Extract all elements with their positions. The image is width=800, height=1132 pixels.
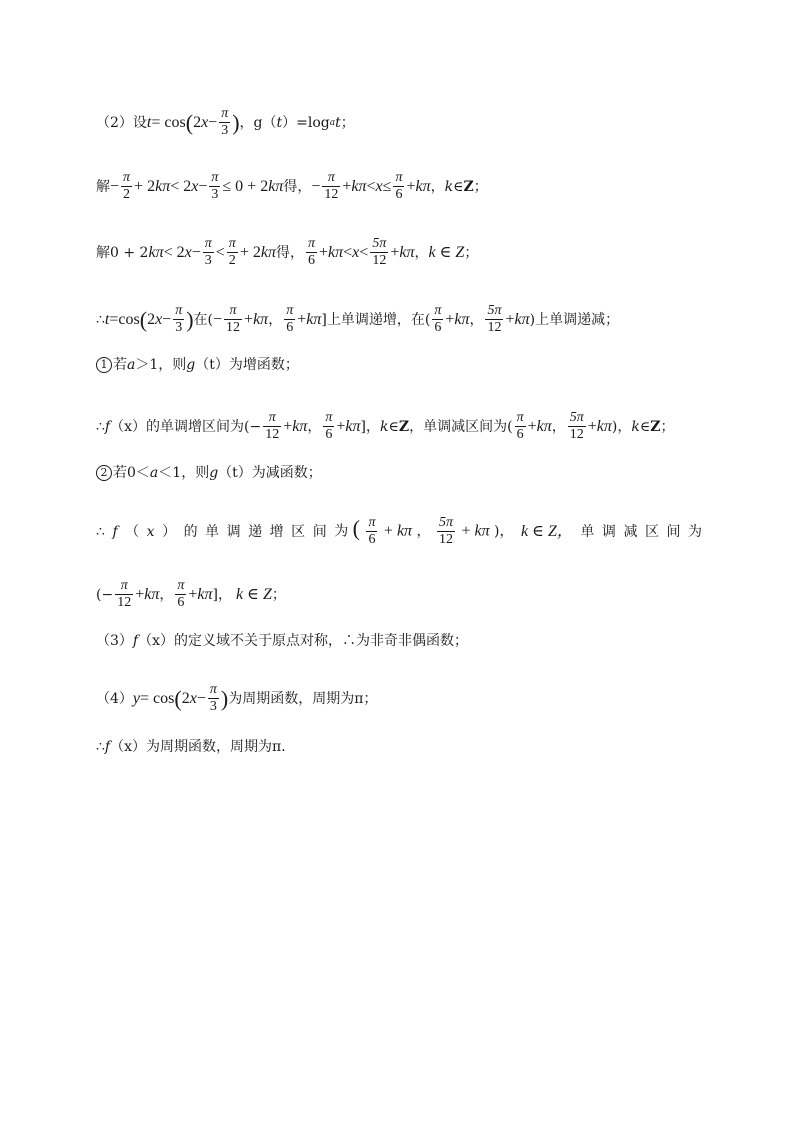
fraction bbox=[323, 410, 334, 443]
text: （x）的单调增区间为(− bbox=[110, 418, 262, 435]
math-var: k bbox=[415, 177, 423, 195]
line-period-y bbox=[96, 682, 377, 715]
fraction bbox=[322, 170, 340, 203]
text: ]， bbox=[360, 418, 380, 435]
text: （4） bbox=[96, 690, 133, 707]
numerator: π bbox=[368, 515, 376, 530]
math-var: k bbox=[380, 418, 389, 435]
math-var: f bbox=[104, 418, 111, 435]
math-var: t bbox=[276, 114, 283, 131]
math-var: x bbox=[201, 113, 209, 131]
math-op: − bbox=[196, 689, 206, 707]
numerator: π bbox=[327, 170, 335, 185]
math-var: a bbox=[127, 357, 136, 373]
text: ＜1，则 bbox=[158, 465, 210, 481]
math-op: < 2 bbox=[163, 243, 185, 261]
math-var: f bbox=[104, 739, 111, 755]
math-var: g bbox=[186, 357, 196, 373]
fraction bbox=[219, 106, 230, 139]
text: (− bbox=[96, 586, 114, 603]
fraction bbox=[227, 236, 238, 269]
fraction bbox=[515, 410, 526, 443]
math-op: + 2 bbox=[134, 177, 156, 195]
math-var: kπ bbox=[306, 310, 322, 328]
paren: ( bbox=[139, 306, 148, 332]
math-op: − bbox=[213, 310, 223, 328]
text: ， bbox=[268, 311, 283, 328]
math-op: − bbox=[110, 177, 120, 195]
subscript: a bbox=[329, 117, 336, 128]
math-var: k bbox=[268, 177, 276, 195]
math-var: x bbox=[155, 310, 163, 328]
denominator: 6 bbox=[395, 187, 403, 202]
math-num: 2 bbox=[181, 689, 190, 707]
text: ）=log bbox=[282, 114, 330, 131]
text: （t）为增函数； bbox=[195, 357, 299, 373]
denominator: 12 bbox=[438, 532, 453, 547]
denominator: 6 bbox=[325, 427, 333, 442]
text: 增 bbox=[269, 523, 284, 540]
math-num: 2 bbox=[147, 310, 156, 328]
numerator: π bbox=[177, 578, 185, 593]
therefore-symbol: ∴ bbox=[96, 311, 105, 328]
text: （t）为减函数； bbox=[218, 465, 322, 481]
text: （2）设 bbox=[96, 114, 147, 131]
math-var: f bbox=[112, 523, 118, 540]
text: ） bbox=[162, 523, 177, 540]
text: 区 bbox=[291, 523, 306, 540]
denominator: 3 bbox=[209, 699, 217, 714]
denominator: 6 bbox=[177, 595, 185, 610]
denominator: 6 bbox=[368, 532, 376, 547]
text: )上单调递减； bbox=[529, 311, 620, 328]
numerator: 5π bbox=[569, 410, 584, 425]
fraction bbox=[121, 170, 132, 203]
text: （x）为周期函数，周期为π． bbox=[110, 739, 296, 755]
text: （3） bbox=[96, 633, 133, 649]
numerator: π bbox=[229, 303, 237, 318]
math-var: kπ bbox=[345, 417, 361, 435]
numerator: π bbox=[395, 170, 403, 185]
fraction bbox=[175, 578, 186, 611]
numerator: 5π bbox=[438, 515, 453, 530]
text: ， bbox=[159, 586, 174, 603]
math-var: t bbox=[104, 310, 110, 328]
math-var: x bbox=[352, 243, 360, 261]
fraction bbox=[306, 236, 317, 269]
math-var: kπ bbox=[292, 417, 308, 435]
text: ＞1，则 bbox=[135, 357, 187, 373]
numerator: π bbox=[286, 303, 294, 318]
math-op: + bbox=[283, 417, 293, 435]
integers-symbol: Z bbox=[398, 418, 410, 435]
fraction bbox=[370, 236, 388, 269]
text: 调 bbox=[226, 523, 241, 540]
text: ， bbox=[307, 418, 322, 435]
numerator: π bbox=[325, 410, 333, 425]
math-var: kπ bbox=[596, 417, 612, 435]
math-var: x bbox=[146, 523, 155, 540]
fraction bbox=[393, 170, 404, 203]
math-var: k bbox=[351, 177, 359, 195]
line-case-a-gt-1 bbox=[96, 355, 299, 375]
integers-symbol: Z bbox=[463, 178, 474, 195]
math-op: + bbox=[297, 310, 307, 328]
numerator: π bbox=[209, 682, 217, 697]
denominator: 3 bbox=[175, 320, 183, 335]
math-var: k bbox=[631, 418, 640, 435]
text: ， bbox=[416, 523, 431, 540]
math-op: − bbox=[208, 113, 218, 131]
math-op: + bbox=[445, 310, 455, 328]
numerator: π bbox=[123, 170, 131, 185]
math-op: − bbox=[311, 177, 321, 195]
math-var: x bbox=[184, 243, 192, 261]
math-op: + bbox=[188, 585, 198, 603]
math-op: = cos bbox=[151, 113, 186, 131]
denominator: 12 bbox=[226, 320, 241, 335]
math-var: a bbox=[149, 465, 159, 481]
text: )， bbox=[611, 418, 632, 435]
math-var: kπ bbox=[144, 585, 160, 603]
math-op: − bbox=[198, 177, 208, 195]
line-conclusion bbox=[96, 737, 295, 757]
denominator: 6 bbox=[434, 320, 442, 335]
math-op: < bbox=[359, 243, 369, 261]
numerator: π bbox=[434, 303, 442, 318]
denominator: 6 bbox=[516, 427, 524, 442]
math-op: ≤ bbox=[382, 177, 392, 195]
integers-symbol: Z bbox=[650, 418, 661, 435]
denominator: 3 bbox=[221, 123, 229, 138]
fraction bbox=[173, 303, 184, 336]
denominator: 2 bbox=[228, 253, 236, 268]
fraction bbox=[437, 515, 455, 548]
math-op: < bbox=[215, 243, 225, 261]
text: 单 bbox=[205, 523, 220, 540]
math-op: + 2 bbox=[239, 243, 261, 261]
text: ， bbox=[430, 178, 445, 195]
text: ， bbox=[551, 418, 566, 435]
math-var: k bbox=[328, 243, 336, 261]
math-var: x bbox=[375, 177, 383, 195]
text: 为 bbox=[334, 523, 349, 540]
text: 得， bbox=[283, 178, 312, 195]
text: ，单调减区间为( bbox=[409, 418, 513, 435]
numerator: 5π bbox=[487, 303, 502, 318]
numerator: 5π bbox=[372, 236, 387, 251]
math-var: y bbox=[132, 689, 141, 707]
math-var: kπ bbox=[253, 310, 269, 328]
math-var: π bbox=[275, 177, 284, 195]
denominator: 6 bbox=[286, 320, 294, 335]
numerator: π bbox=[307, 236, 315, 251]
text: 得， bbox=[275, 244, 304, 261]
math-op: + bbox=[587, 417, 597, 435]
line-set-t bbox=[96, 106, 355, 139]
math-op: < bbox=[366, 177, 376, 195]
denominator: 3 bbox=[204, 253, 212, 268]
fraction bbox=[366, 515, 377, 548]
math-op: = cos bbox=[140, 689, 175, 707]
denominator: 3 bbox=[211, 187, 219, 202]
line-monotonic-t bbox=[96, 303, 619, 336]
denominator: 2 bbox=[123, 187, 131, 202]
math-var: kπ bbox=[454, 310, 470, 328]
denominator: 12 bbox=[117, 595, 132, 610]
line-case-a-between-0-1 bbox=[96, 463, 322, 483]
math-var: kπ bbox=[536, 417, 552, 435]
math-op: + bbox=[383, 522, 397, 540]
text: ； bbox=[340, 114, 355, 131]
numerator: π bbox=[175, 303, 183, 318]
fraction bbox=[263, 410, 281, 443]
numerator: π bbox=[268, 410, 276, 425]
text: 在( bbox=[193, 311, 214, 328]
paren: ( bbox=[352, 515, 360, 541]
paren: ( bbox=[174, 685, 182, 711]
math-var: x bbox=[189, 689, 197, 707]
text: 若 bbox=[113, 357, 127, 373]
text: ； bbox=[473, 178, 488, 195]
text: ， bbox=[469, 311, 484, 328]
denominator: 12 bbox=[487, 320, 502, 335]
fraction bbox=[284, 303, 295, 336]
text: ]， bbox=[212, 586, 232, 603]
math-op: + bbox=[505, 310, 515, 328]
math-var: π bbox=[155, 243, 164, 261]
math-expr: k ∈ Z bbox=[428, 243, 465, 261]
therefore-symbol: ∴ bbox=[96, 739, 105, 755]
denominator: 6 bbox=[307, 253, 315, 268]
paren: ) bbox=[232, 109, 240, 135]
math-var: f bbox=[132, 633, 139, 649]
circled-number-1: 1 bbox=[96, 357, 112, 373]
math-op: − bbox=[162, 310, 172, 328]
math-expr: k ∈ Z， bbox=[521, 522, 573, 540]
numerator: π bbox=[211, 170, 219, 185]
text: ； bbox=[464, 244, 479, 261]
fraction bbox=[224, 303, 242, 336]
numerator: π bbox=[228, 236, 236, 251]
math-op: < 2 bbox=[170, 177, 192, 195]
math-op: − bbox=[191, 243, 201, 261]
math-op: + bbox=[406, 177, 416, 195]
text: 减 bbox=[623, 523, 638, 540]
numerator: π bbox=[120, 578, 128, 593]
fraction bbox=[485, 303, 503, 336]
text: 单 bbox=[580, 523, 595, 540]
math-var: kπ bbox=[474, 522, 490, 540]
numerator: π bbox=[204, 236, 212, 251]
math-var: π bbox=[267, 243, 276, 261]
line-decreasing-interval bbox=[96, 578, 286, 611]
text: 间 bbox=[312, 523, 327, 540]
fraction bbox=[209, 170, 220, 203]
text: ∈ bbox=[388, 418, 399, 435]
text: （ bbox=[125, 523, 140, 540]
fraction bbox=[208, 682, 219, 715]
text: 解0 + 2 bbox=[96, 244, 149, 261]
text: ； bbox=[271, 586, 286, 603]
math-num: 2 bbox=[193, 113, 202, 131]
denominator: 12 bbox=[569, 427, 584, 442]
interval-increasing bbox=[334, 515, 513, 548]
math-var: kπ bbox=[396, 522, 413, 540]
math-var: π bbox=[406, 243, 415, 261]
text: ； bbox=[660, 418, 675, 435]
math-var: k bbox=[148, 243, 156, 261]
paren: ) bbox=[186, 306, 194, 332]
paren: ( bbox=[185, 109, 194, 135]
math-var: k bbox=[399, 243, 407, 261]
line-intervals-case-2 bbox=[96, 515, 702, 548]
denominator: 12 bbox=[372, 253, 387, 268]
text: 的 bbox=[183, 523, 198, 540]
numerator: π bbox=[221, 106, 229, 121]
denominator: 12 bbox=[324, 187, 339, 202]
math-var: π bbox=[358, 177, 367, 195]
math-var: kπ bbox=[197, 585, 213, 603]
text: （x）的定义域不关于原点对称，∴为非奇非偶函数； bbox=[138, 633, 469, 649]
paren: ) bbox=[220, 685, 229, 711]
circled-number-2: 2 bbox=[96, 465, 112, 481]
denominator: 12 bbox=[265, 427, 280, 442]
text: 递 bbox=[248, 523, 263, 540]
math-op: ≤ 0 + 2 bbox=[222, 177, 269, 195]
text: 调 bbox=[601, 523, 616, 540]
math-var: x bbox=[191, 177, 199, 195]
text: ∴ bbox=[96, 523, 105, 540]
math-op: + bbox=[342, 177, 352, 195]
text: 间 bbox=[666, 523, 681, 540]
math-var: g bbox=[209, 465, 219, 481]
text: 区 bbox=[644, 523, 659, 540]
text: 为周期函数，周期为π； bbox=[228, 690, 378, 707]
math-op: + bbox=[461, 522, 475, 540]
text: ，g（ bbox=[239, 114, 277, 131]
math-op: + bbox=[318, 243, 329, 261]
math-op: + bbox=[336, 417, 346, 435]
text: 若0＜ bbox=[113, 465, 150, 481]
math-var: k bbox=[444, 178, 454, 195]
text: ]上单调递增，在( bbox=[321, 311, 431, 328]
text: 为 bbox=[687, 523, 702, 540]
math-op: < bbox=[343, 243, 353, 261]
text: ∈ bbox=[453, 178, 464, 195]
fraction bbox=[203, 236, 214, 269]
fraction bbox=[115, 578, 133, 611]
math-var: π bbox=[422, 177, 431, 195]
math-op: + bbox=[244, 310, 254, 328]
line-solve-decreasing bbox=[96, 236, 478, 269]
line-solve-increasing bbox=[96, 170, 488, 203]
text: )， bbox=[494, 523, 514, 540]
math-expr: k ∈ Z bbox=[236, 585, 272, 603]
math-op: =cos bbox=[109, 310, 140, 328]
fraction bbox=[432, 303, 443, 336]
numerator: π bbox=[516, 410, 524, 425]
math-op: + bbox=[527, 417, 537, 435]
math-var: kπ bbox=[514, 310, 530, 328]
text: ， bbox=[414, 244, 429, 261]
therefore-symbol: ∴ bbox=[96, 418, 105, 435]
math-var: t bbox=[146, 113, 152, 131]
math-op: + bbox=[390, 243, 400, 261]
text: 解 bbox=[96, 178, 110, 195]
text: ∈ bbox=[639, 418, 651, 435]
math-var: k bbox=[260, 243, 268, 261]
line-intervals-case-1 bbox=[96, 410, 674, 443]
math-op: + bbox=[135, 585, 145, 603]
fraction bbox=[568, 410, 586, 443]
line-parity bbox=[96, 631, 468, 651]
math-var: t bbox=[335, 114, 341, 131]
math-var: π bbox=[335, 243, 344, 261]
math-var: k bbox=[155, 177, 163, 195]
math-var: π bbox=[162, 177, 171, 195]
